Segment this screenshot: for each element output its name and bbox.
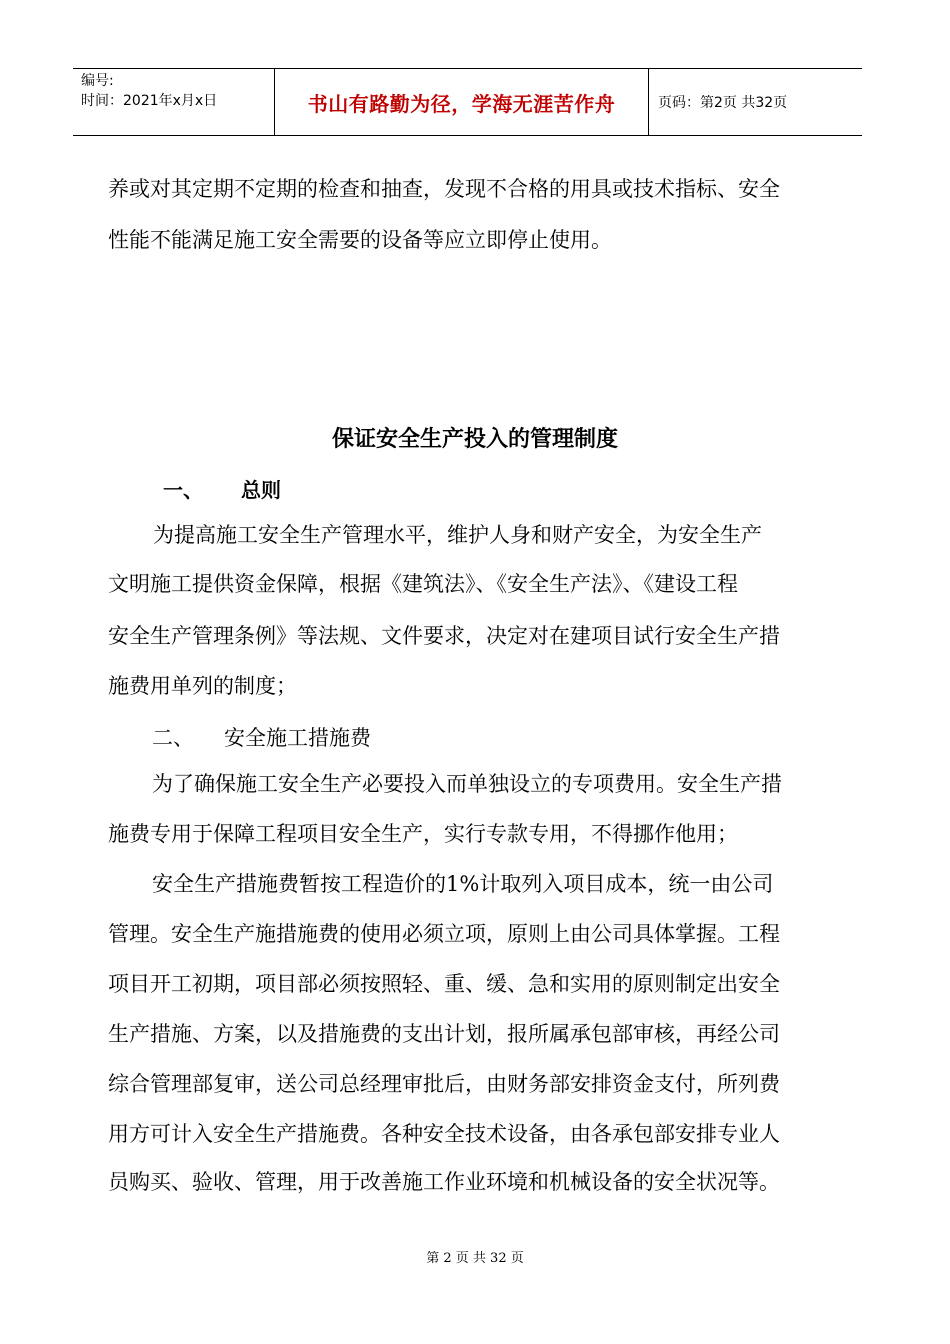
body-line: 员购买、验收、管理，用于改善施工作业环境和机械设备的安全状况等。 xyxy=(108,1170,780,1194)
page-header xyxy=(73,68,862,136)
body-line: 安全生产管理条例》等法规、文件要求，决定对在建项目试行安全生产措 xyxy=(108,624,780,648)
header-meta xyxy=(73,69,275,135)
body-line: 用方可计入安全生产措施费。各种安全技术设备，由各承包部安排专业人 xyxy=(108,1122,780,1146)
body-line: 生产措施、方案，以及措施费的支出计划，报所属承包部审核，再经公司 xyxy=(108,1022,780,1046)
body-line: 管理。安全生产施措施费的使用必须立项，原则上由公司具体掌握。工程 xyxy=(108,922,780,946)
body-line: 安全生产措施费暂按工程造价的1%计取列入项目成本，统一由公司 xyxy=(152,872,774,896)
body-line: 为了确保施工安全生产必要投入而单独设立的专项费用。安全生产措 xyxy=(152,772,782,796)
body-line: 施费专用于保障工程项目安全生产，实行专款专用，不得挪作他用； xyxy=(108,822,738,846)
body-line: 项目开工初期，项目部必须按照轻、重、缓、急和实用的原则制定出安全 xyxy=(108,972,780,996)
doc-time-label: 时间：2021年x月x日 xyxy=(81,93,218,109)
section-heading-1 xyxy=(163,474,281,503)
section-heading-2 xyxy=(152,722,371,752)
body-line: 施费用单列的制度； xyxy=(108,674,297,698)
body-line: 综合管理部复审，送公司总经理审批后，由财务部安排资金支付，所列费 xyxy=(108,1072,780,1096)
section-title: 总则 xyxy=(241,478,281,502)
body-line: 性能不能满足施工安全需要的设备等应立即停止使用。 xyxy=(108,228,612,252)
section-number: 一、 xyxy=(163,478,203,502)
page-footer: 第 2 页 共 32 页 xyxy=(426,1251,524,1266)
doc-number-label: 编号: xyxy=(81,73,114,89)
section-title: 安全施工措施费 xyxy=(224,726,371,750)
body-line: 文明施工提供资金保障，根据《建筑法》、《安全生产法》、《建设工程 xyxy=(108,572,738,596)
section-number: 二、 xyxy=(152,726,194,750)
header-motto: 书山有路勤为径，学海无涯苦作舟 xyxy=(275,69,649,135)
document-title: 保证安全生产投入的管理制度 xyxy=(331,427,618,452)
body-line: 养或对其定期不定期的检查和抽查，发现不合格的用具或技术指标、安全 xyxy=(108,177,780,201)
body-line: 为提高施工安全生产管理水平，维护人身和财产安全，为安全生产 xyxy=(153,523,762,547)
header-page-label: 页码：第2页 共32页 xyxy=(658,95,788,111)
